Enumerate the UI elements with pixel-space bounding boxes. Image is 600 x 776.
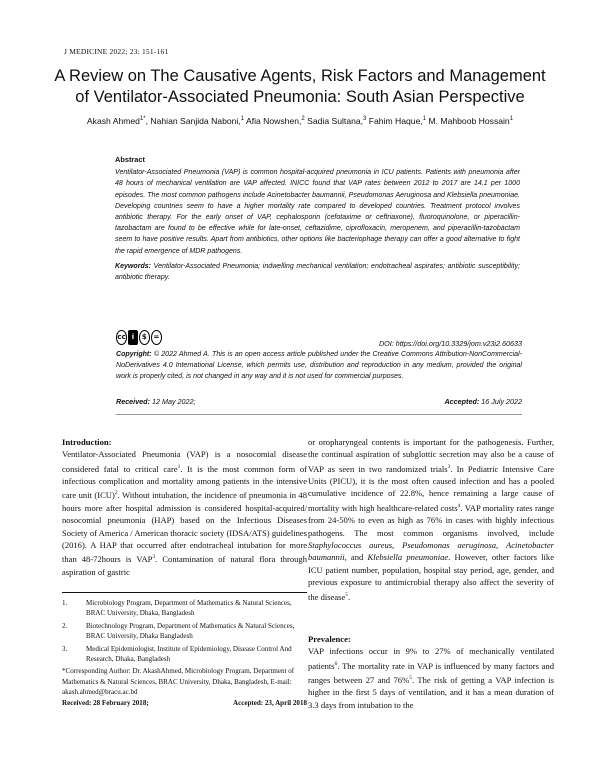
introduction-heading: Introduction: — [62, 437, 112, 447]
author-list: Akash Ahmed$^{1*}$, Nahian Sanjida Naboni,$^1$ Afia Nowshen,$^2$ Sadia Sultana,$^3$ Fahim Haque,$^1$ M. Mahboob Hossain$^1$ — [86, 116, 514, 126]
text-run: or oropharyngeal contents is important for the pathogenesis. Further, the continual aspiration of subglottic secretion may also be a cause of VAP as seen in two randomized trials — [308, 437, 554, 474]
footnote-received: Received: 28 February 2018; — [62, 698, 149, 707]
keywords-text: Ventilator-Associated Pneumonia; indwelling mechanical ventilation; endotracheal aspirates; antibiotic susceptibility; antibiotic therapy. — [115, 262, 520, 282]
title-line-1: A Review on The Causative Agents, Risk Factors and Management — [54, 67, 546, 85]
text-run: . The risk of getting a VAP infection is higher in the first 5 days of ventilation, and it has a mean duration of 3.3 days from intubation to the — [308, 674, 555, 710]
nc-icon: $ — [139, 330, 150, 345]
journal-header: J MEDICINE 2022; 23: 151-161 — [64, 47, 169, 56]
copyright-label: Copyright: — [116, 351, 152, 358]
keywords — [115, 261, 520, 283]
citation[interactable]: 3 — [152, 554, 156, 561]
abstract-text: Ventilator-Associated Pneumonia (VAP) is common hospital-acquired pneumonia in ICU patients. Patients with pneumonia after 48 hours of mechanical ventilation are VAP affected. INICC found that VAP rates between 2012 to 2017 are 14.1 per 1000 episodes. The most common pathogens include Acinetobacter baumannii, Pseudomonas Aeruginosa and Klebsiella pneumoniae. Developing countries seem to have a higher mortality rate compared to developed countries. Treatment protocol involves antibiotic therapy. For the early onset of VAP, cephalosporin (cefotaxime or ceftriaxone), fluoroquinolone, or piperacillin-tazobactam are found to be effective while for late-onset, ceftazidime, ciprofloxacin, meropenem, and piperacillin-tazobactam seem to have positive results. Apart from antibiotics, other options like bacteriophage therapy can offer a good alternative to fight the rapid emergence of MDR pathogens. — [115, 169, 520, 255]
citation[interactable]: 5 — [409, 675, 412, 682]
organism-name: Klebsiella pneumoniae — [367, 552, 449, 563]
received-date — [116, 397, 196, 406]
footnote-item — [62, 644, 307, 665]
organism-name: Pseudomonas aeruginosa — [402, 539, 496, 550]
corresponding-author: *Corresponding Author: Dr. AkashAhmed, Microbiology Program, Department of Mathematics & Natural Sciences, BRAC University, Dhaka, Bangladesh, E-mail: akash.ahmed@bracu.ac.bd — [62, 667, 295, 697]
text-run: . Contamination of natural flora through aspiration of gastric — [62, 554, 307, 577]
cc-icon: cc — [116, 330, 127, 345]
text-run: . The mortality rate in VAP is influenced by many factors and ranges between 27 and 76% — [308, 660, 554, 685]
citation[interactable]: 3 — [447, 463, 451, 470]
body-paragraph — [308, 436, 554, 603]
footnote-dates — [62, 698, 307, 708]
nd-icon: = — [151, 330, 162, 345]
text-run: Ventilator-Associated Pneumonia (VAP) is a nosocomial disease considered fatal to critical care — [62, 449, 307, 474]
divider — [116, 414, 522, 415]
author-affiliation: 2 — [301, 116, 305, 123]
citation[interactable]: 2 — [114, 490, 118, 497]
citation[interactable]: 1 — [177, 463, 181, 470]
footnote-accepted: Accepted: 23, April 2018 — [233, 698, 307, 707]
author-name: Fahim Haque, — [368, 116, 423, 126]
abstract-section — [115, 154, 520, 283]
copyright-text: © 2022 Ahmed A. This is an open access article published under the Creative Commons Attribution-NonCommercial-NoDerivatives 4.0 International License, which permits use, distribution and reproduction in any medium, provided the original work is properly cited, is not changed in any way and it is not used for commercial purposes. — [116, 351, 522, 380]
text-run: . VAP mortality rates range from 24-50% to even as high as 76% in cases with highly infectious pathogens. The most common organisms involved, include — [308, 502, 554, 538]
keywords-label: Keywords: — [115, 262, 152, 270]
text-run: , — [495, 539, 507, 550]
citation[interactable]: 6 — [334, 660, 338, 667]
footnote-text: Microbiology Program, Department of Mathematics & Natural Sciences, BRAC University, Dhaka, Bangladesh — [86, 599, 292, 618]
received-value: 12 May 2022; — [149, 397, 196, 406]
footnote-item — [62, 621, 307, 642]
footnote-item — [62, 598, 307, 619]
abstract-heading: Abstract — [115, 155, 145, 164]
prevalence-section — [308, 633, 554, 711]
author-affiliation: 1* — [139, 116, 146, 123]
received-label: Received: — [116, 397, 150, 406]
text-run: . — [348, 591, 351, 602]
prevalence-heading: Prevalence: — [308, 634, 351, 644]
author-name: Akash Ahmed — [86, 116, 140, 126]
author-name: Afia Nowshen, — [245, 116, 302, 126]
author-name: Nahian Sanjida Naboni, — [150, 116, 241, 126]
citation[interactable]: 4 — [457, 502, 461, 509]
footnote-number: 1. — [62, 599, 68, 607]
organism-name: Acinetobacter baumannii — [308, 539, 554, 563]
author-affiliation: 3 — [363, 116, 367, 123]
text-run: , and — [344, 552, 368, 563]
title-line-2: of Ventilator-Associated Pneumonia: South Asian Perspective — [75, 88, 525, 106]
by-icon: i — [128, 330, 138, 345]
author-name: M. Mahboob Hossain — [428, 116, 510, 126]
citation[interactable]: 5 — [345, 591, 349, 598]
cc-license-badge[interactable] — [116, 330, 162, 345]
text-run: . In Pediatric Intensive Care Units (PICU), it is the most often caused infection and has a pooled cumulative incidence of 22.8%, hence remaining a large cause of mortality with high healthcare-related costs — [308, 463, 554, 513]
text-run: , — [392, 539, 403, 550]
footnote-text: Medical Epidemiologist, Institute of Epidemiology, Disease Control And Research, Dhaka, Bangladesh — [86, 644, 292, 664]
doi-link[interactable]: DOI: https://doi.org/10.3329/jom.v23i2.60633 — [378, 339, 522, 348]
accepted-date — [300, 397, 522, 406]
text-run: . It is the most common form of infectious complication and mortality among patients in the intensive care unit (ICU) — [62, 463, 307, 501]
article-title — [40, 66, 560, 108]
footnote-number: 3. — [62, 644, 68, 653]
text-run: . Without intubation, the incidence of pneumonia in 48 hours more after hospital admission is considered hospital-acquired/ nosocomial pneumonia (HAP) based on the Infectious Diseases Society of America / American thoracic society (IDSA/ATS) guidelines (2016). A HAP that occurred after endotracheal intubation for more than 48-72hours is VAP — [62, 490, 307, 565]
footnote-text: Biotechnology Program, Department of Mathematics & Natural Sciences, BRAC University, Dhaka Bangladesh — [86, 621, 295, 641]
organism-name: Staphylococcus aureus — [308, 539, 393, 550]
text-run: VAP infections occur in 9% to 27% of mechanically ventilated patients — [308, 646, 554, 671]
author-affiliation: 1 — [422, 116, 427, 123]
accepted-label: Accepted: — [444, 397, 480, 406]
right-column — [308, 436, 554, 603]
introduction-paragraph — [62, 448, 307, 578]
prevalence-paragraph — [308, 645, 554, 711]
footnote-divider — [62, 592, 307, 593]
author-affiliation: 1 — [509, 116, 514, 123]
text-run: . However, other factors like ICU patient number, population, hospital stay period, age, gender, and previous exposure to antimicrobial therapy also affect the severity of the disease — [308, 552, 554, 602]
copyright-notice — [116, 349, 522, 382]
footnotes — [62, 598, 307, 708]
author-affiliation: 1 — [240, 116, 245, 123]
accepted-value: 16 July 2022 — [479, 397, 522, 406]
introduction-column — [62, 436, 307, 578]
author-name: Sadia Sultana, — [307, 116, 364, 126]
footnote-number: 2. — [62, 621, 68, 630]
